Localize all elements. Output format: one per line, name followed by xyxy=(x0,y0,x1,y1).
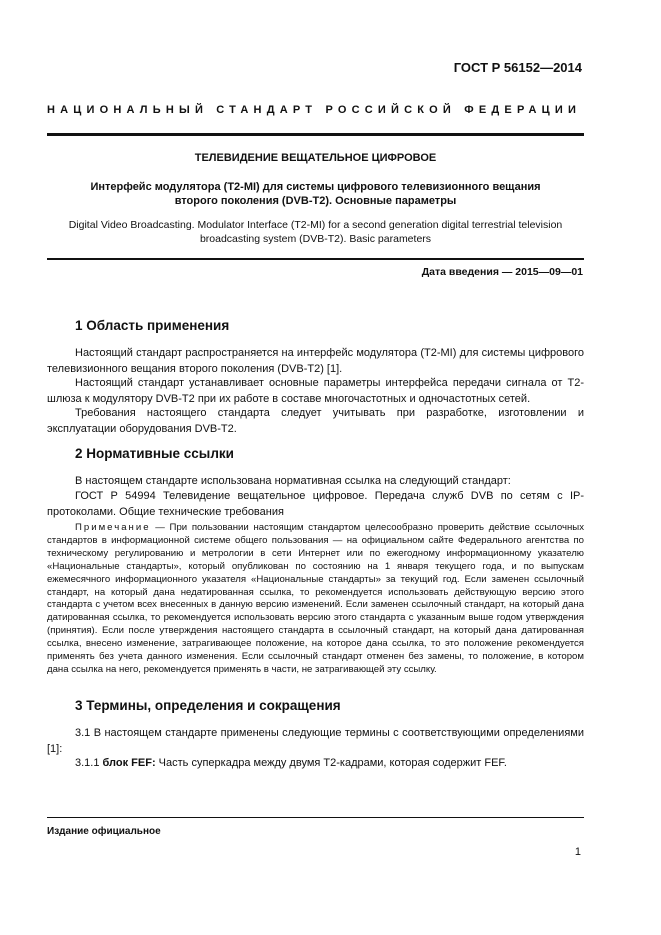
subtitle-line-2: второго поколения (DVB-T2). Основные параметры xyxy=(174,195,457,207)
document-subtitle xyxy=(47,180,584,208)
section-3-paragraph-1: 3.1 В настоящем стандарте применены следующие термины с соответствующими определениями [1]: xyxy=(47,727,584,755)
term-name: блок FEF: xyxy=(102,757,156,769)
national-standard-banner: НАЦИОНАЛЬНЫЙ СТАНДАРТ РОССИЙСКОЙ ФЕДЕРАЦИИ xyxy=(47,104,582,116)
section-3-heading: 3 Термины, определения и сокращения xyxy=(75,698,341,713)
page-number: 1 xyxy=(574,846,581,858)
title-divider xyxy=(47,258,584,260)
header-divider xyxy=(47,133,584,136)
official-edition-label: Издание официальное xyxy=(47,826,161,837)
section-2-reference: ГОСТ Р 54994 Телевидение вещательное цифровое. Передача служб DVB по сетям с IP-протоколами. Общие технические требования xyxy=(47,490,584,518)
section-1-paragraph-3: Требования настоящего стандарта следует учитывать при разработке, изготовлении и эксплуатации оборудования DVB-T2. xyxy=(47,407,584,435)
term-definition: Часть суперкадра между двумя Т2-кадрами, которая содержит FEF. xyxy=(155,757,507,769)
section-1-heading: 1 Область применения xyxy=(75,318,230,333)
section-1-paragraph-2: Настоящий стандарт устанавливает основные параметры интерфейса передачи сигнала от Т2-шлюза к модулятору DVB-T2 при их работе в составе многочастотных и одночастотных сетей. xyxy=(47,377,584,405)
gost-number: ГОСТ Р 56152—2014 xyxy=(453,60,582,75)
section-2-heading: 2 Нормативные ссылки xyxy=(75,446,234,461)
english-title xyxy=(47,218,584,246)
section-2-paragraph-1: В настоящем стандарте использована нормативная ссылка на следующий стандарт: xyxy=(75,475,511,487)
english-title-line-2: broadcasting system (DVB-T2). Basic parameters xyxy=(199,233,432,245)
note-label: Примечание xyxy=(75,522,151,533)
english-title-line-1: Digital Video Broadcasting. Modulator Interface (T2-MI) for a second generation digital terrestrial television xyxy=(68,219,563,231)
term-fef-block xyxy=(47,756,584,772)
document-title: ТЕЛЕВИДЕНИЕ ВЕЩАТЕЛЬНОЕ ЦИФРОВОЕ xyxy=(194,152,437,164)
introduction-date: Дата введения — 2015—09—01 xyxy=(421,266,583,278)
footer-divider xyxy=(47,817,584,818)
section-2-note: Примечание — При пользовании настоящим стандартом целесообразно проверить действие ссылочных стандартов в информационной системе общего пользования — на официальном сайте Федерального агентства по техническому регулированию и метрологии в сети Интернет или по ежегодному информационному указателю «Национальные стандарты», который опубликован по состоянию на 1 января текущего года, и по выпускам ежемесячного информационного указателя «Национальные стандарты» за текущий год. Если заменен ссылочный стандарт, на который дана недатированная ссылка, то рекомендуется использовать действующую версию этого стандарта с учетом всех внесенных в данную версию изменений. Если заменен ссылочный стандарт, на который дана датированная ссылка, то рекомендуется использовать версию этого стандарта с указанным выше годом утверждения (принятия). Если после утверждения настоящего стандарта в ссылочный стандарт, на который дана датированная ссылка, внесено изменение, затрагивающее положение, на которое дана ссылка, то это положение рекомендуется применять без учета данного изменения. Если ссылочный стандарт отменен без замены, то положение, в котором дана ссылка на него, рекомендуется применять в части, не затрагивающей эту ссылку. xyxy=(47,522,584,675)
section-1-paragraph-1: Настоящий стандарт распространяется на интерфейс модулятора (Т2-МI) для системы цифрового телевизионного вещания второго поколения (DVB-T2) [1]. xyxy=(47,347,584,375)
subtitle-line-1: Интерфейс модулятора (Т2-МI) для системы цифрового телевизионного вещания xyxy=(90,181,541,193)
term-number: 3.1.1 xyxy=(75,757,100,769)
